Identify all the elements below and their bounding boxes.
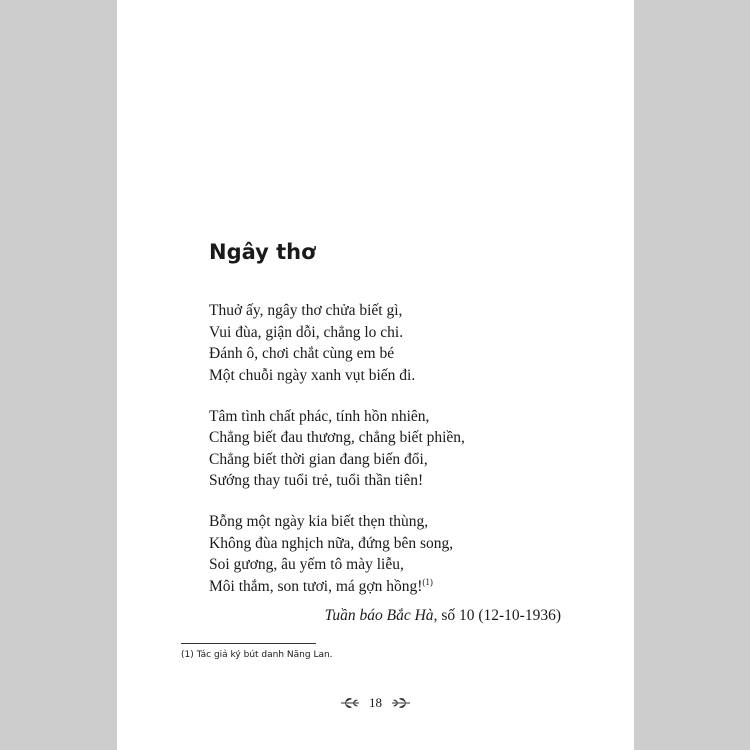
page-number: 18 (369, 695, 382, 711)
leaf-ornament-icon (340, 696, 360, 710)
book-page (117, 0, 634, 750)
source-citation (325, 607, 561, 625)
poem-line: Sướng thay tuổi trẻ, tuổi thần tiên! (209, 472, 424, 489)
footnote-text: (1) Tác giả ký bút danh Năng Lan. (181, 650, 333, 660)
poem-line: Vui đùa, giận dỗi, chẳng lo chi. (209, 323, 404, 341)
publication-detail: , số 10 (12-10-1936) (433, 607, 561, 624)
poem-line: Thuở ấy, ngây thơ chửa biết gì, (209, 302, 403, 319)
publication-name: Tuần báo Bắc Hà (324, 607, 434, 624)
poem-title: Ngây thơ (209, 240, 316, 264)
poem-line: Chẳng biết đau thương, chẳng biết phiền, (209, 429, 465, 446)
poem-line: Chẳng biết thời gian đang biến đổi, (209, 450, 428, 468)
poem-body (209, 300, 589, 617)
leaf-ornament-icon (391, 696, 411, 710)
poem-line-with-footnote (209, 576, 589, 598)
page-footer (117, 694, 634, 712)
stanza-3 (209, 511, 589, 597)
stanza-1 (209, 300, 589, 386)
poem-line: Đánh ô, chơi chắt cùng em bé (209, 345, 395, 362)
poem-line: Soi gương, âu yếm tô mày liễu, (209, 556, 404, 573)
footnote-reference: (1) (422, 576, 433, 587)
poem-line: Một chuỗi ngày xanh vụt biến đi. (209, 366, 416, 384)
poem-line-text: Môi thắm, son tươi, má gợn hồng! (209, 577, 423, 595)
poem-line: Bỗng một ngày kia biết thẹn thùng, (209, 513, 429, 530)
poem-line: Tâm tình chất phác, tính hồn nhiên, (209, 407, 430, 425)
stanza-2 (209, 406, 589, 492)
poem-line: Không đùa nghịch nữa, đứng bên song, (209, 534, 454, 552)
footnote-divider (181, 643, 316, 644)
